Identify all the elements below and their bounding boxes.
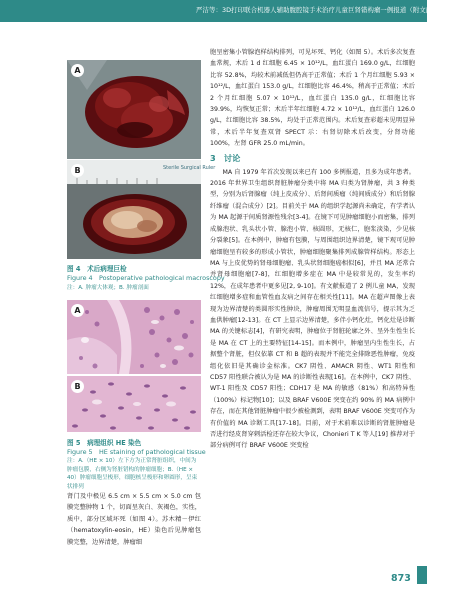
running-header [0, 0, 452, 22]
section-title: 3 讨论 [210, 152, 241, 163]
left-column-text [67, 491, 201, 548]
figure4-caption-note: 注：A. 肿瘤大体观；B. 肿瘤剖面 [67, 285, 149, 291]
figure5-panel-b-label: B [71, 380, 84, 393]
he-stain-x40-image [67, 376, 201, 432]
running-header-title: 严洁等：3D打印联合机器人辅助腹腔镜手术治疗儿童巨肾错构瘤一例报道（附文献复习） [196, 6, 452, 14]
right-paragraph-1: 胞呈密集小管腺泡样结构排列，可见坏死、钙化（如图 5）。术后多次复查血常规，术后 1 d 红细胞 6.45 × 10¹²/L，血红蛋白 169.0 g/L，红细胞比容 52.8%，均较术前减低但仍高于正常值；术后 1 个月红细胞 5.93 × 10¹²/L，血红蛋白 153.0 g/L，红细胞比容 46.4%，稍高于正常值；术后 2 个月红细胞 5.07 × 10¹²/L，血红蛋白 135.0 g/L，红细胞比容 39.9%，均恢复正常；术后半年红细胞 4.72 × 10¹²/L，血红蛋白 126.0 g/L，红细胞比容 38.5%，均处于正常范围内。术后复查彩超未见明显异常，术后半年复查双肾 SPECT 示：右肾切除术后改变，分肾功能 100%，左肾 GFR 25.0 mL/min。 [210, 49, 415, 148]
page-number: 873 [391, 573, 411, 584]
tumor-gross-photo [67, 60, 201, 159]
figure5-caption-en: Figure 5 HE staining of pathological tissue [67, 448, 206, 456]
figure4-caption-en: Figure 4 Postoperative pathological macroscopy [67, 274, 225, 282]
figure5-panel-a-label: A [71, 304, 84, 317]
figure5-panel-a [67, 300, 201, 374]
figure5-caption-note: 注：A.（HE × 10）左下方为正常肾脏组织，中间为肿瘤包膜，右侧为肾脏错构的肿瘤细胞；B.（HE × 40）肿瘤细胞呈梭形，细胞核呈梭形和卵圆形，呈束状排列 [67, 458, 198, 490]
figure4-panel-a-label: A [71, 64, 84, 77]
left-paragraph: 肾门及中极见 6.5 cm × 5.5 cm × 5.0 cm 包膜完整肿物 1 个，切面呈灰白、灰褐色，实性，质中，部分区域坏死（如图 4）。苏木精－伊红（hematoxylin-eosin，HE）染色后见肿瘤包膜完整，边界清楚，肿瘤细 [67, 493, 201, 546]
he-stain-x10-image [67, 300, 201, 374]
right-column-text [210, 47, 415, 452]
page-number-bar [417, 566, 427, 584]
right-paragraph-2: MA 自 1979 年首次发现以来已有 100 多例报道，且多为成年患者。2016 年世界卫生组织肾脏肿瘤分类中将 MA 归类为肾肿瘤，共 3 种类型，分别为后肾腺瘤（纯上皮成分）、后肾间质瘤（纯间质成分）和后肾腺纤维瘤（混合成分）[2]。目前关于 MA 的组织学起源尚未确定，有学者认为 MA 起源于间质肾源性残余[3-4]。在镜下可见肿瘤细胞小而密集，排列成腺泡状、乳头状小管、腺泡小管、核圆形，无核仁，胞浆淡染，少见核分裂象[5]。在本例中，肿瘤有包膜，与周围组织边界清楚，镜下观可见肿瘤细胞呈有较多的形成小管状，肿瘤细胞聚集排列成腺管样结构。形态上 MA 与上皮优势的肾母细胞瘤、乳头状肾细胞癌相似[6]，并且 MA 还常合并肾母细胞瘤[7-8]，红细胞增多症在 MA 中是较常见的，发生率约 12%，在成年患者中更多见[2, 9-10]。有文献报道了 2 例儿童 MA，发现红细胞增多症和血管性血友病之间存在相关性[11]。MA 在超声图像上表现为边界清楚的类圆形实性肿块，肿瘤周围无明显血流信号，提示其为乏血供肿瘤[12-13]。在 CT 上显示边界清楚，多伴小钙化灶，钙化灶是诊断 MA 的关键标志[4]，有研究表明，肿瘤位于肾脏轮廓之外、呈外生性生长是 MA 在 CT 上的主要特征[14-15]。而本例中，肿瘤呈内生性生长，占据整个肾脏，但仅依靠 CT 和 B 超的表现并不能完全排除恶性肿瘤，免疫组化依旧是其确诊金标准。CK7 阴性、AMACR 阴性、WT1 阳性和 CD57 阳性联合被认为是 MA 的诊断性表现[16]。在本例中，CK7 阴性、WT-1 阳性及 CD57 阳性；CDH17 是 MA 的敏感（81%）和高特异性（100%）标记物[10]；以及 BRAF V600E 突变在约 90% 的 MA 病例中存在，而在其他肾脏肿瘤中很少被检测到，表明 BRAF V600E 突变可作为有价值的 MA 诊断工具[17-18]。目前，对于术前难以诊断的肾脏肿瘤是否进行经皮肾穿刺活检还存在较大争议，Chonieri T K 等人[19] 推荐对于部分病例可行 BRAF V600E 突变检 [210, 168, 415, 450]
figure4-panel-b [67, 160, 216, 259]
figure4-caption-cn: 图 4 术后病理巨检 [67, 265, 127, 273]
figure4-panel-a [67, 60, 201, 159]
figure5-caption-cn: 图 5 病理组织 HE 染色 [67, 439, 142, 447]
figure4-panel-b-label: B [71, 164, 84, 177]
ruler-text: Sterile Surgical Ruler [163, 165, 216, 171]
figure5-panel-b [67, 376, 201, 432]
tumor-cut-surface-photo [67, 160, 201, 259]
